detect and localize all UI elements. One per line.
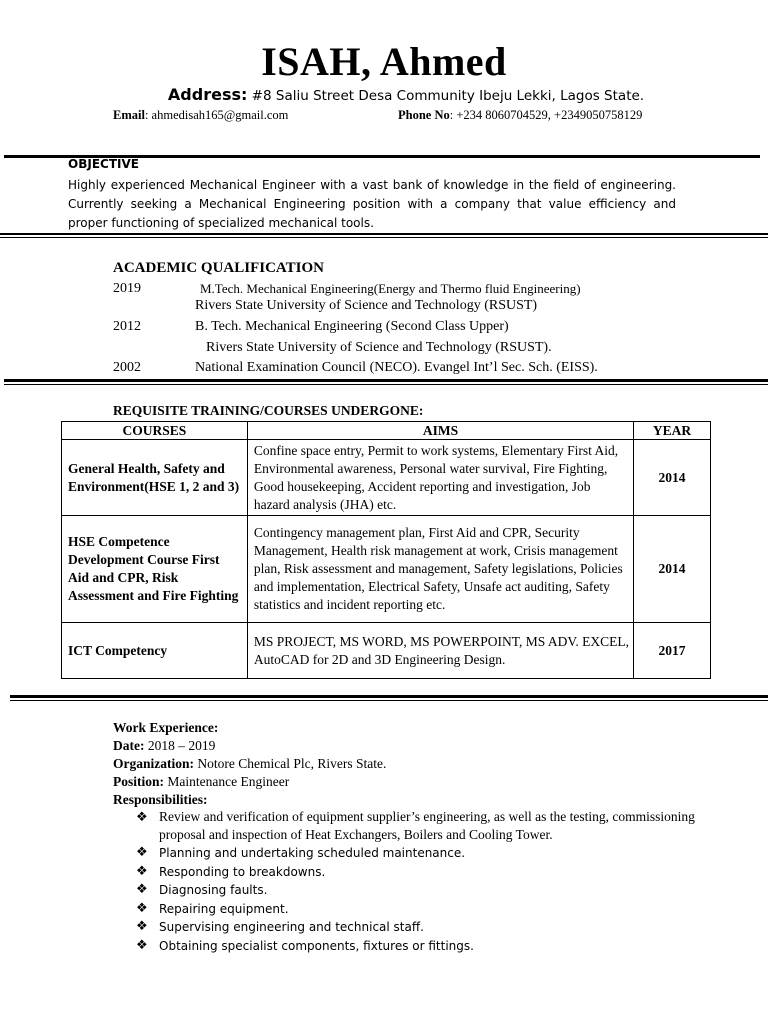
list-item: ❖ Supervising engineering and technical staff. bbox=[136, 918, 736, 937]
address-value: #8 Saliu Street Desa Community Ibeju Lekki, Lagos State. bbox=[247, 88, 645, 104]
course-aims: MS PROJECT, MS WORD, MS POWERPOINT, MS ADV. EXCEL, AutoCAD for 2D and 3D Engineering Design. bbox=[247, 623, 633, 679]
diamond-bullet-icon: ❖ bbox=[136, 900, 148, 916]
list-item: ❖ Obtaining specialist components, fixtures or fittings. bbox=[136, 937, 736, 956]
email-value: : ahmedisah165@gmail.com bbox=[144, 108, 289, 122]
col-header-year: YEAR bbox=[634, 422, 711, 440]
phone-line bbox=[398, 108, 642, 123]
divider-2b bbox=[0, 237, 768, 238]
training-table bbox=[61, 421, 711, 679]
table-row bbox=[62, 623, 711, 679]
list-item: ❖ Repairing equipment. bbox=[136, 900, 736, 919]
table-row bbox=[62, 440, 711, 516]
responsibilities-list bbox=[136, 808, 736, 955]
course-year: 2014 bbox=[634, 516, 711, 623]
list-item: ❖ Responding to breakdowns. bbox=[136, 863, 736, 882]
phone-value: : +234 8060704529, +2349050758129 bbox=[449, 108, 643, 122]
list-item: ❖ Diagnosing faults. bbox=[136, 881, 736, 900]
course-year: 2014 bbox=[634, 440, 711, 516]
work-date: Date: 2018 – 2019 bbox=[113, 738, 216, 753]
work-organization: Organization: Notore Chemical Plc, Rivers State. bbox=[113, 756, 387, 771]
work-responsibilities-label: Responsibilities: bbox=[113, 792, 208, 807]
diamond-bullet-icon: ❖ bbox=[136, 882, 148, 897]
email-line bbox=[113, 108, 288, 123]
diamond-bullet-icon: ❖ bbox=[136, 937, 148, 953]
work-experience bbox=[113, 719, 386, 809]
academic-institution: Rivers State University of Science and Technology (RSUST). bbox=[206, 340, 552, 355]
course-name: HSE Competence Development Course First Aid and CPR, Risk Assessment and Fire Fighting bbox=[62, 516, 248, 623]
col-header-aims: AIMS bbox=[247, 422, 633, 440]
diamond-bullet-icon: ❖ bbox=[136, 863, 148, 879]
divider-2 bbox=[0, 233, 768, 235]
address-line bbox=[0, 85, 768, 104]
list-item: ❖ Review and verification of equipment supplier’s engineering, as well as the testing, commissioning proposal and inspection of Heat Exchangers, Boilers and Cooling Tower. bbox=[136, 809, 695, 842]
academic-year: 2002 bbox=[113, 360, 141, 375]
academic-degree: B. Tech. Mechanical Engineering (Second Class Upper) bbox=[195, 319, 509, 334]
diamond-bullet-icon: ❖ bbox=[136, 845, 148, 860]
divider-4b bbox=[10, 700, 768, 701]
diamond-bullet-icon: ❖ bbox=[136, 809, 148, 824]
divider-4 bbox=[10, 695, 768, 698]
work-title: Work Experience: bbox=[113, 720, 219, 735]
table-header-row bbox=[62, 422, 711, 440]
phone-label: Phone No bbox=[398, 108, 450, 122]
col-header-courses: COURSES bbox=[62, 422, 248, 440]
table-row bbox=[62, 516, 711, 623]
objective-title: OBJECTIVE bbox=[68, 157, 139, 171]
course-name: ICT Competency bbox=[62, 623, 248, 679]
academic-year: 2012 bbox=[113, 319, 141, 334]
list-item: ❖ Planning and undertaking scheduled maintenance. bbox=[136, 844, 736, 863]
course-aims: Contingency management plan, First Aid and CPR, Security Management, Health risk management at work, Crisis management plan, Risk assessment and management, Safety legislations, Policies and implementation, Electrical Safety, Unsafe act auditing, Safety statistics and incident reporting etc. bbox=[247, 516, 633, 623]
diamond-bullet-icon: ❖ bbox=[136, 919, 148, 934]
academic-degree: National Examination Council (NECO). Evangel Int’l Sec. Sch. (EISS). bbox=[195, 360, 598, 375]
course-name: General Health, Safety and Environment(HSE 1, 2 and 3) bbox=[62, 440, 248, 516]
work-position: Position: Maintenance Engineer bbox=[113, 774, 290, 789]
candidate-name: ISAH, Ahmed bbox=[261, 39, 507, 84]
course-year: 2017 bbox=[634, 623, 711, 679]
academic-year: 2019 bbox=[113, 281, 141, 296]
divider-3 bbox=[4, 379, 768, 382]
training-title: REQUISITE TRAINING/COURSES UNDERGONE: bbox=[113, 403, 424, 418]
academic-degree: M.Tech. Mechanical Engineering(Energy and Thermo fluid Engineering) bbox=[200, 281, 581, 296]
course-aims: Confine space entry, Permit to work systems, Elementary First Aid, Environmental awareness, Personal water survival, Fire Fighting, Good housekeeping, Accident reporting and investigation, Job hazard analysis (JHA) etc. bbox=[247, 440, 633, 516]
academic-title: ACADEMIC QUALIFICATION bbox=[113, 260, 324, 276]
address-label: Address: bbox=[167, 85, 248, 104]
objective-text: Highly experienced Mechanical Engineer with a vast bank of knowledge in the field of engineering. Currently seeking a Mechanical Engineering position with a company that value efficiency and proper functioning of specialized mechanical tools. bbox=[68, 178, 676, 230]
divider-3b bbox=[4, 384, 768, 385]
academic-institution: Rivers State University of Science and Technology (RSUST) bbox=[195, 298, 538, 313]
email-label: Email bbox=[113, 108, 145, 122]
